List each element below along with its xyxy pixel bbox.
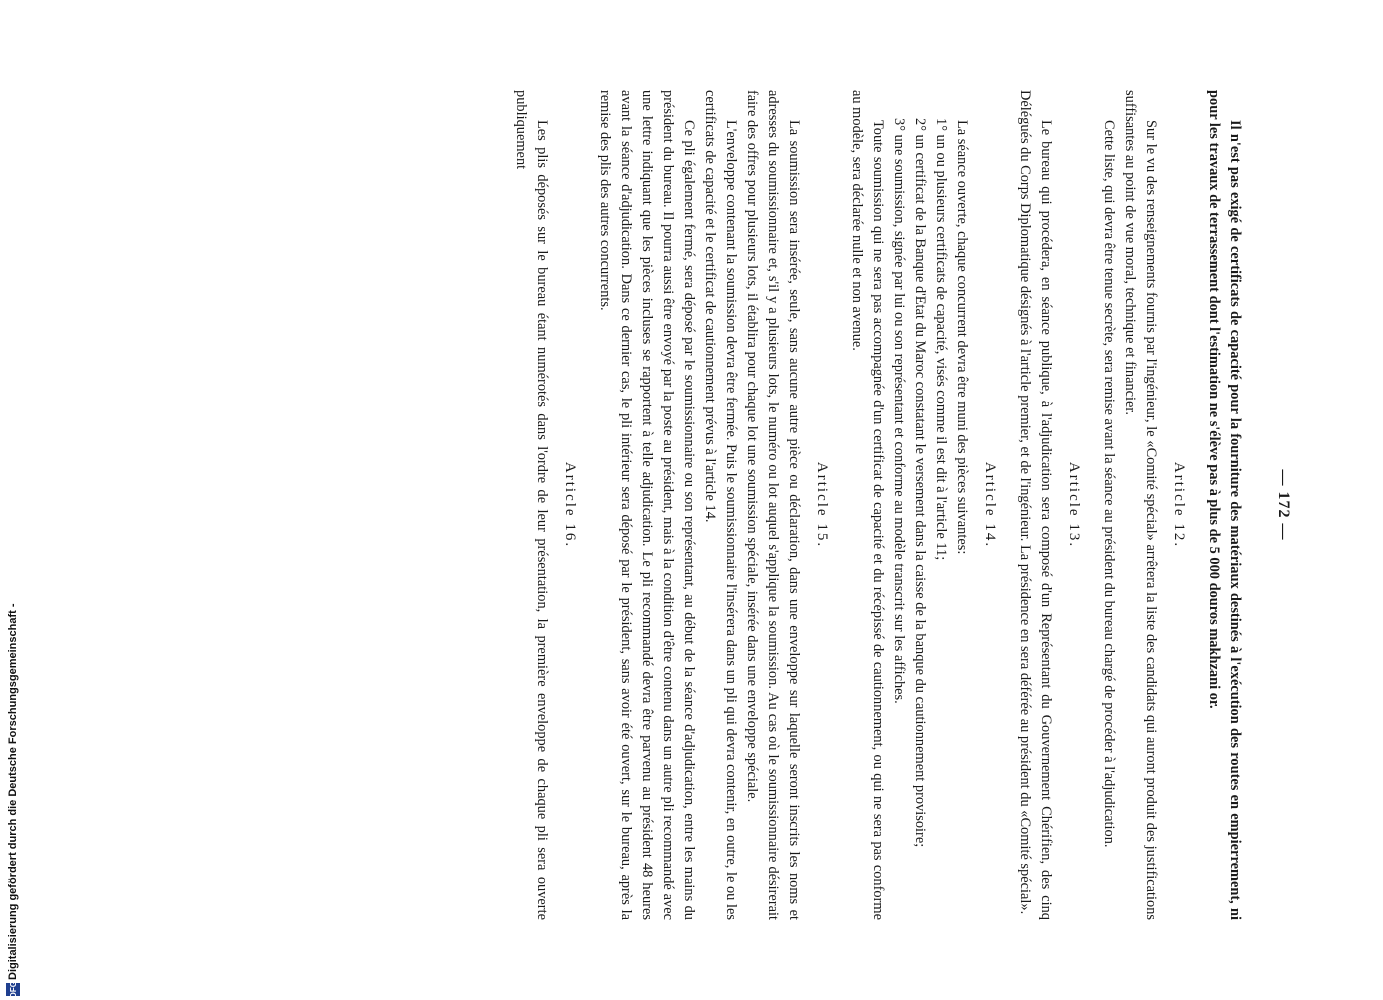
digitization-credit-bar	[6, 600, 20, 996]
digitization-credit-text: Digitalisierung gefördert durch die Deutsche Forschungsgemeinschaft -	[7, 603, 19, 980]
article-15-paragraph-3: Ce pli également fermé, sera déposé par le soumissionnaire ou son représentant, au début de la séance d'adjudication, entre les mains du président du bureau. Il pourra aussi être envoyé par la poste au président, mais à la condition d'être contenu dans un autre pli recommandé avec une lettre indiquant que les pièces incluses se rapportent à telle adjudication. Le pli recommandé devra être parvenu au président 48 heures avant la séance d'adjudication. Dans ce dernier cas, le pli intérieur sera déposé par le président, sans avoir été ouvert, sur le bureau, après la remise des plis des autres concurrents.	[597, 90, 697, 920]
article-15-paragraph-2: L'enveloppe contenant la soumission devra être fermée. Puis le soumissionnaire l'insérera dans un pli qui devra contenir, en outre, le ou les certificats de capacité et le certificat de cautionnement prévus à l'article 14.	[702, 90, 739, 920]
article-12-paragraph-1: Sur le vu des renseignements fournis par l'ingénieur, le «Comité spécial» arrêtera la liste des candidats qui auront produit des justifications suffisantes au point de vue moral, technique et financier.	[1122, 90, 1159, 920]
article-14-item-2: 2° un certificat de la Banque d'Etat du Maroc constatant le versement dans la caisse de la banque du cautionnement provisoire;	[912, 118, 928, 848]
article-14-item-3: 3° une soumission, signée par lui ou son représentant et conforme au modèle transcrit sur les affiches.	[891, 118, 907, 704]
article-15-paragraph-1: La soumission sera insérée, seule, sans aucune autre pièce ou déclaration, dans une enveloppe sur laquelle seront inscrits les noms et adresses du soumissionnaire et, s'il y a plusieurs lots, le numéro ou lot auquel s'applique la soumission. Au cas où le soumissionnaire désirerait faire des offres pour plusieurs lots, il établira pour chaque lot une soumission spéciale, insérée dans une enveloppe spéciale.	[744, 90, 802, 920]
paragraph-intro: Il n'est pas exigé de certificats de capacité pour la fourniture des matériaux destinés à l'exécution des routes en empierrement, ni pour les travaux de terrassement dont l'estimation ne s'élève pas à plus de 5 000 douros makhzani or.	[1206, 90, 1243, 920]
dfg-logo-text: DFG	[8, 981, 18, 998]
page-number-header: — 172 —	[1275, 469, 1292, 541]
article-15-title: Article 15.	[814, 461, 830, 549]
article-16-paragraph-1: Les plis déposés sur le bureau étant numérotés dans l'ordre de leur présentation, la première enveloppe de chaque pli sera ouverte publiquement	[513, 90, 550, 920]
article-14-item-1: 1° un ou plusieurs certificats de capacité, visés comme il est dit à l'article 11;	[933, 118, 949, 561]
article-14-paragraph-2: Toute soumission qui ne sera pas accompagnée d'un certificat de capacité et du récépissé de cautionnement, ou qui ne sera pas conforme au modèle, sera déclarée nulle et non avenue.	[849, 90, 886, 920]
article-14-title: Article 14.	[982, 461, 998, 549]
article-14-paragraph-1: La séance ouverte, chaque concurrent devra être muni des pièces suivantes:	[954, 120, 970, 555]
article-12-title: Article 12.	[1171, 461, 1187, 549]
article-12-paragraph-2: Cette liste, qui devra être tenue secrète, sera remise avant la séance au président du bureau chargé de procéder à l'adjudication.	[1101, 120, 1117, 848]
dfg-logo	[6, 983, 20, 996]
article-13-title: Article 13.	[1066, 461, 1082, 549]
article-13-paragraph-1: Le bureau qui procédera, en séance publique, à l'adjudication sera composé d'un Représentant du Gouvernement Chérifien, des cinq Délégués du Corps Diplomatique désignés à l'article premier, et de l'ingénieur. La présidence en sera déférée au président du «Comité spécial».	[1017, 90, 1054, 920]
article-16-title: Article 16.	[562, 461, 578, 549]
document-page	[175, 20, 1295, 980]
